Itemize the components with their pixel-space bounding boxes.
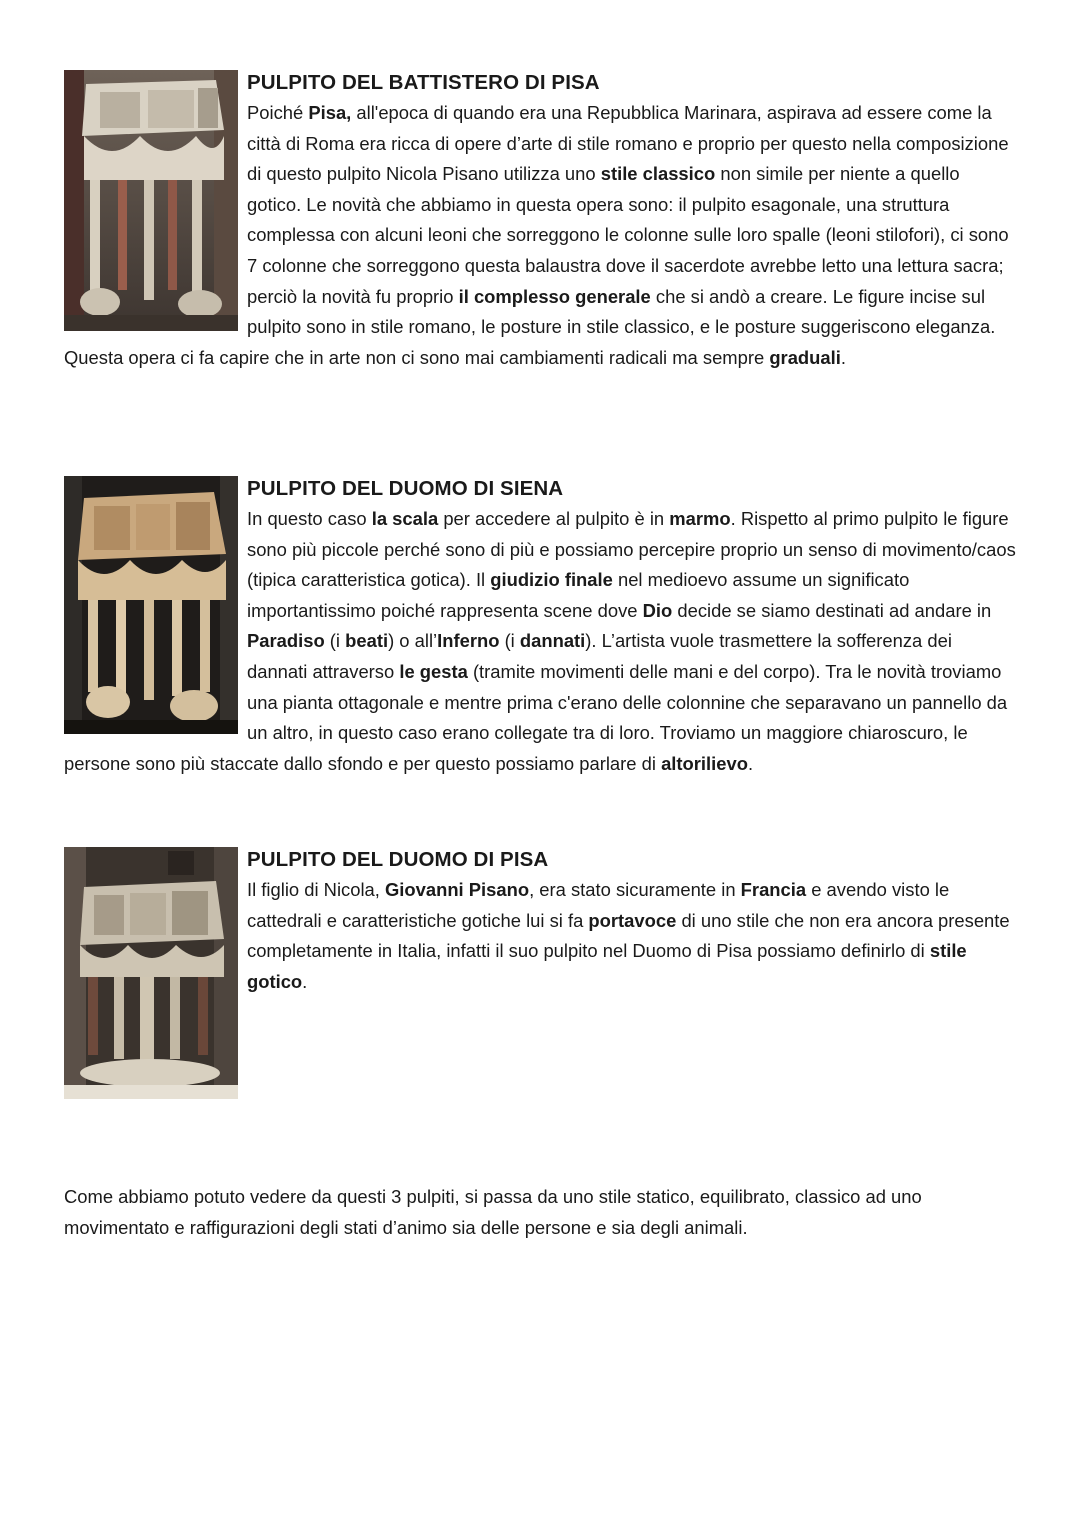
section-title: PULPITO DEL DUOMO DI PISA: [247, 848, 549, 871]
bold-term: Paradiso: [247, 630, 325, 652]
bold-term: la scala: [371, 508, 439, 529]
section-paragraph: Il figlio di Nicola, Giovanni Pisano, era stato sicuramente in Francia e avendo visto le cattedrali e caratteristiche gotiche lui si fa portavoce di uno stile che non era ancora presente completamente in Italia, infatti il suo pulpito nel Duomo di Pisa possiamo definirlo di stile gotico.: [247, 879, 1010, 992]
bold-term: Pisa,: [308, 102, 352, 123]
pulpit-image-siena: [64, 476, 238, 734]
bold-term: stile classico: [600, 163, 716, 185]
pulpit-image-duomo-pisa: [64, 847, 238, 1099]
bold-term: stile gotico: [247, 940, 967, 992]
section-title: PULPITO DEL DUOMO DI SIENA: [247, 477, 564, 500]
bold-term: giudizio finale: [490, 569, 613, 591]
section-paragraph: Poiché Pisa, all'epoca di quando era una Repubblica Marinara, aspirava ad essere come la città di Roma era ricca di opere d’arte di stile romano e proprio per questo nella composizione di questo pulpito Nicola Pisano utilizza uno stile classico non simile per niente a quello gotico. Le novità che abbiamo in questa opera sono: il pulpito esagonale, una struttura complessa con alcuni leoni che sorreggono le colonne sulle loro spalle (leoni stilofori), ci sono 7 colonne che sorreggono questa balaustra dove il sacerdote avrebbe letto una lettura sacra; perciò la novità fu proprio il complesso generale che si andò a creare. Le figure incise sul pulpito sono in stile romano, le posture in stile classico, e le posture suggeriscono eleganza. Questa opera ci fa capire che in arte non ci sono mai cambiamenti radicali ma sempre graduali.: [64, 102, 1009, 368]
section-duomo-pisa: [64, 845, 1016, 1099]
bold-term: graduali: [769, 346, 841, 368]
section-title: PULPITO DEL BATTISTERO DI PISA: [247, 71, 600, 94]
bold-term: Francia: [740, 879, 807, 900]
bold-term: Giovanni Pisano: [384, 879, 530, 900]
bold-term: marmo: [669, 508, 731, 529]
bold-term: le gesta: [399, 660, 468, 682]
bold-term: dannati: [519, 630, 586, 652]
section-paragraph: In questo caso la scala per accedere al pulpito è in marmo. Rispetto al primo pulpito le figure sono più piccole perché sono di più e possiamo percepire proprio un senso di movimento/caos (tipica caratteristica gotica). Il giudizio finale nel medioevo assume un significato importantissimo poiché rappresenta scene dove Dio decide se siamo destinati ad andare in Paradiso (i beati) o all’Inferno (i dannati). L’artista vuole trasmettere la sofferenza dei dannati attraverso le gesta (tramite movimenti delle mani e del corpo). Tra le novità troviamo una pianta ottagonale e mentre prima c'erano delle colonnine che separavano un pannello da un altro, in questo caso erano collegate tra di loro. Troviamo un maggiore chiaroscuro, le persone sono più staccate dallo sfondo e per questo possiamo parlare di altorilievo.: [64, 508, 1016, 774]
bold-term: beati: [345, 630, 389, 652]
bold-term: Dio: [642, 599, 673, 621]
section-battistero: [64, 68, 1016, 373]
bold-term: altorilievo: [661, 752, 748, 774]
bold-term: il complesso generale: [458, 285, 651, 307]
bold-term: portavoce: [588, 909, 677, 931]
conclusion-paragraph: Come abbiamo potuto vedere da questi 3 pulpiti, si passa da uno stile statico, equilibrato, classico ad uno movimentato e raffigurazioni degli stati d’animo sia delle persone e sia degli animali.: [64, 1186, 922, 1238]
pulpit-image-battistero: [64, 70, 238, 331]
bold-term: Inferno: [437, 630, 500, 652]
section-siena: [64, 474, 1016, 779]
